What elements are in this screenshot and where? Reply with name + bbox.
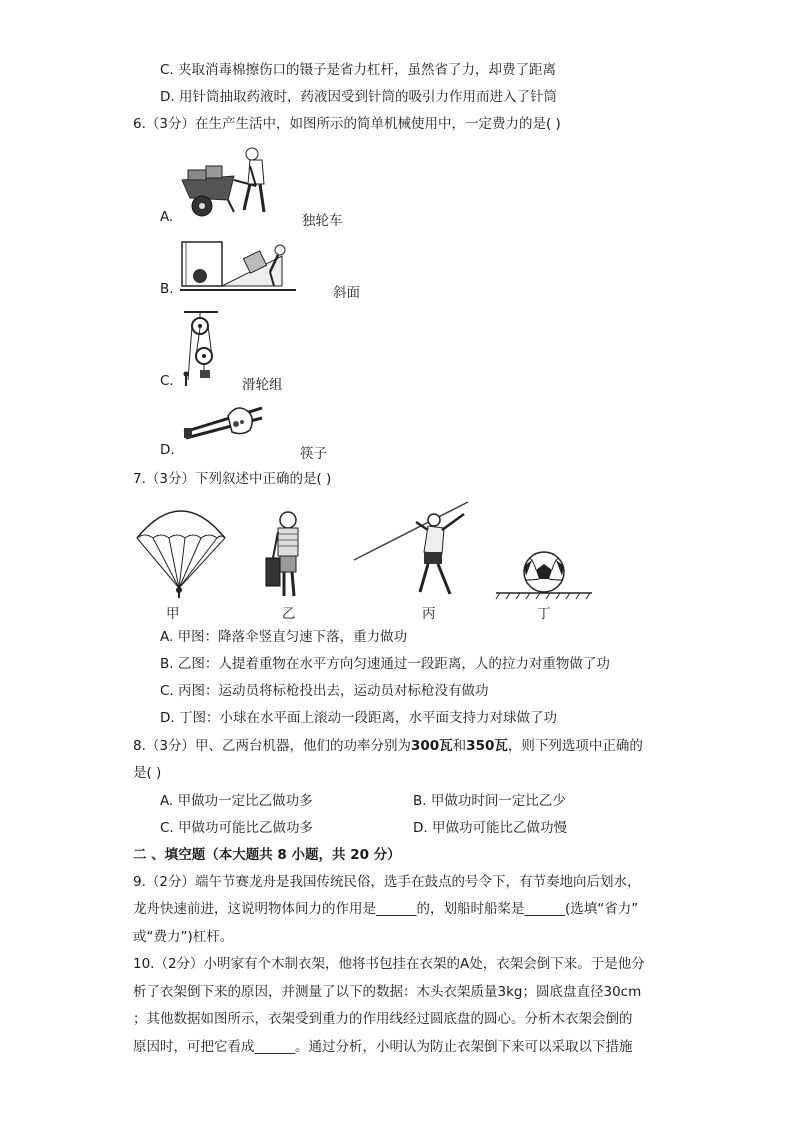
wheelbarrow-figure bbox=[178, 142, 278, 218]
chopsticks-figure bbox=[180, 402, 266, 444]
q8-stem-pre: 8.（3分）甲、乙两台机器，他们的功率分别为 bbox=[133, 738, 411, 754]
pulley-figure bbox=[178, 310, 222, 388]
q6-option-c-label: 滑轮组 bbox=[242, 377, 283, 393]
incline-figure bbox=[178, 240, 298, 294]
q8-option-c: C. 甲做功可能比乙做功多 bbox=[160, 820, 314, 836]
q6-stem: 6.（3分）在生产生活中，如图所示的简单机械使用中，一定费力的是( ) bbox=[133, 116, 561, 132]
ball-on-ground-figure bbox=[494, 548, 594, 600]
q7-option-c: C. 丙图：运动员将标枪投出去，运动员对标枪没有做功 bbox=[160, 683, 489, 699]
q8-option-b: B. 甲做功时间一定比乙少 bbox=[413, 793, 566, 809]
q7-stem: 7.（3分）下列叙述中正确的是( ) bbox=[133, 471, 332, 487]
q8-stem-line2: 是( ) bbox=[133, 765, 162, 781]
q8-option-a: A. 甲做功一定比乙做功多 bbox=[160, 793, 313, 809]
q7-label-bing: 丙 bbox=[422, 606, 436, 622]
q10-line4: 原因时，可把它看成______。通过分析，小明认为防止衣架倒下来可以采取以下措施 bbox=[133, 1039, 633, 1055]
q10-line3: ；其他数据如图所示，衣架受到重力的作用线经过圆底盘的圆心。分析木衣架会倒的 bbox=[133, 1011, 633, 1027]
q7-label-yi: 乙 bbox=[282, 606, 296, 622]
q9-line2: 龙舟快速前进，这说明物体间力的作用是______的，划船时船桨是______(选填“省力” bbox=[133, 901, 639, 917]
q6-option-a-label: 独轮车 bbox=[302, 213, 343, 229]
q10-line1: 10.（2分）小明家有个木制衣架，他将书包挂在衣架的A处，衣架会倒下来。于是他分 bbox=[133, 956, 645, 972]
q5-option-c: C. 夹取消毒棉擦伤口的镊子是省力杠杆，虽然省了力，却费了距离 bbox=[160, 62, 557, 78]
q9-line3: 或“费力”)杠杆。 bbox=[133, 929, 234, 945]
q8-stem-post: ，则下列选项中正确的 bbox=[507, 738, 643, 754]
person-carrying-figure bbox=[262, 510, 312, 602]
q5-option-d: D. 用针筒抽取药液时，药液因受到针筒的吸引力作用而进入了针筒 bbox=[160, 89, 557, 105]
javelin-thrower-figure bbox=[352, 498, 472, 602]
q9-line1: 9.（2分）端午节赛龙舟是我国传统民俗，选手在鼓点的号令下，有节奏地向后划水， bbox=[133, 874, 641, 890]
q8-stem-mid: 和 bbox=[452, 738, 467, 754]
parachute-figure bbox=[135, 498, 227, 600]
q8-power-2: 350瓦 bbox=[466, 738, 508, 754]
section-2-title: 二 、填空题（本大题共 8 小题，共 20 分） bbox=[133, 847, 401, 863]
q7-option-a: A. 甲图：降落伞竖直匀速下落，重力做功 bbox=[160, 629, 408, 645]
q8-power-1: 300瓦 bbox=[410, 738, 453, 754]
q10-line2: 析了衣架倒下来的原因，并测量了以下的数据：木头衣架质量3kg；圆底盘直径30cm bbox=[133, 984, 642, 1000]
q6-option-c-letter: C. bbox=[160, 373, 174, 389]
q7-option-b: B. 乙图：人提着重物在水平方向匀速通过一段距离，人的拉力对重物做了功 bbox=[160, 656, 610, 672]
q7-option-d: D. 丁图：小球在水平面上滚动一段距离，水平面支持力对球做了功 bbox=[160, 710, 557, 726]
q6-option-b-label: 斜面 bbox=[333, 285, 360, 301]
q6-option-b-letter: B. bbox=[160, 281, 174, 297]
q6-option-d-letter: D. bbox=[160, 442, 175, 458]
q7-label-jia: 甲 bbox=[166, 606, 180, 622]
q7-label-ding: 丁 bbox=[537, 606, 551, 622]
q6-option-a-letter: A. bbox=[160, 209, 174, 225]
q8-option-d: D. 甲做功可能比乙做功慢 bbox=[413, 820, 567, 836]
q6-option-d-label: 筷子 bbox=[300, 446, 327, 462]
q8-stem-line1 bbox=[133, 736, 643, 756]
